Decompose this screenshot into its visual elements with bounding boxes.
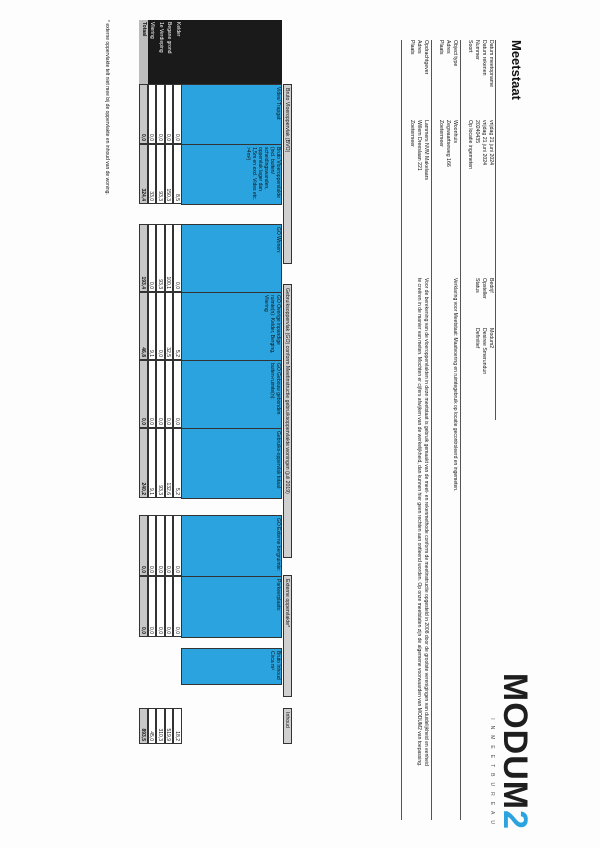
total-row-label: Totaal (139, 20, 148, 84)
object-value: Zoetermeer (438, 120, 444, 147)
logo-wordmark (495, 673, 534, 830)
table-cell: 0,0 (148, 224, 157, 292)
meta-value: vrijdag 21 juni 2024 (488, 120, 494, 165)
volume-header: Inhoud (283, 708, 292, 744)
table-cell: 5,2 (173, 292, 182, 360)
meta-value: Op locatie ingemeten (467, 120, 473, 170)
meta-label: Opsteller (481, 278, 487, 299)
logo-brand-main: MODUM (496, 672, 534, 811)
spacer (182, 499, 282, 516)
table-cell: 32,5 (165, 292, 174, 360)
row-label: Kelder (173, 20, 182, 84)
table-header-row (182, 85, 282, 685)
column-header: Bruto Vloeroppervlakte (incl. buiten/ scheidingswanden, oppervlak lager dan 1,5m en excl. Vides etc. >4m²) (182, 145, 282, 205)
object-value: Zegwaartseweg 166 (445, 120, 451, 167)
meta-value: Definitief (474, 328, 480, 349)
client-value: Zoetermeer (409, 120, 415, 147)
object-label: Object type (452, 40, 458, 67)
table-cell: 100,1 (165, 224, 174, 292)
table-cell: 33,0 (148, 144, 157, 204)
total-cell: 324,4 (139, 144, 148, 204)
total-cell: 193,4 (139, 224, 148, 292)
divider (495, 40, 496, 420)
total-cell: 0,0 (139, 84, 148, 144)
table-cell: 93,3 (156, 144, 165, 204)
table-cell: 0,0 (173, 515, 182, 576)
table-cell: 0,0 (165, 515, 174, 576)
total-cell: 240,2 (139, 428, 148, 498)
table-cell: 0,0 (156, 515, 165, 576)
object-label: Adres (445, 40, 451, 54)
meta-label: Soort (467, 40, 473, 53)
table-cell: 45,0 (148, 708, 157, 744)
object-label: Plaats (438, 40, 444, 55)
rotated-content (90, 20, 534, 830)
footnote: * externe oppervlakte telt niet mee bij de oppervlakte en inhoud van de woning. (104, 20, 110, 195)
object-value: Woonhuis (452, 120, 458, 143)
total-cell: 0,0 (139, 576, 148, 637)
table-cell: 5,2 (173, 428, 182, 498)
divider (431, 40, 432, 820)
table-cell: 0,0 (156, 576, 165, 637)
client-label: Plaats (409, 40, 415, 55)
meta-value: 20240435 (474, 120, 480, 144)
table-cell: 150,3 (165, 144, 174, 204)
table-cell: 0,0 (156, 84, 165, 144)
table-cell: 0,0 (148, 515, 157, 576)
table-cell: 9,1 (148, 292, 157, 360)
client-label: Adres (416, 40, 422, 54)
table-cell: 0,0 (148, 576, 157, 637)
column-header: Gebruiks-oppervlak totaal: (182, 429, 282, 499)
meta-value: vrijdag 21 juni 2024 (481, 120, 487, 165)
table-cell: 0,0 (165, 576, 174, 637)
meta-label: Nummer (474, 40, 480, 60)
row-label: Begane grond (165, 20, 174, 84)
table-cell: 0,0 (173, 576, 182, 637)
table-cell: 0,0 (173, 360, 182, 428)
meta-label: Datum rekenen (481, 40, 487, 76)
table-cell: 93,3 (156, 224, 165, 292)
bvo-header: Bruto Vloeroppervlak (BVO) (283, 84, 292, 264)
row-label: Vliering (148, 20, 157, 84)
column-header: GO Externe bergruimte: (182, 516, 282, 577)
client-value: Lammers NVM Makelaars (423, 120, 429, 180)
table-cell: 0,0 (165, 84, 174, 144)
table-cell: 8,5 (173, 144, 182, 204)
divider (460, 40, 461, 820)
logo-tagline: INMEETBUREAU (489, 718, 495, 830)
meta-label: Datum meetopname (488, 40, 494, 87)
meta-value: Modum2 (488, 328, 494, 349)
table-cell: 0,0 (156, 292, 165, 360)
table-cell: 519,9 (165, 708, 174, 744)
total-cell: 893,5 (139, 708, 148, 744)
column-header: Parkeerplaats: (182, 577, 282, 638)
column-header: Vides/ Trapgat: (182, 85, 282, 145)
client-value: Willem Dreeslaan 221 (416, 120, 422, 171)
table-cell: 0,0 (148, 360, 157, 428)
page-title: Meetstaat (509, 40, 524, 100)
column-header: GO Gebouw gebonden buiten-ruimte(n): (182, 361, 282, 429)
external-header: Externe oppervlakte* (283, 575, 292, 697)
table-cell: 0,0 (173, 84, 182, 144)
table-cell: 9,1 (148, 428, 157, 498)
object-note: Verklaring voor Meetstaat: Maatvoering en ruimtegebruik op locatie gecontroleerd en ingemeten. (452, 278, 458, 492)
measurement-note: Voor de berekening van de vloeroppervlakten in deze meetstaat is gebruik gemaakt van de meet- en rekenmethode conform de meetinstructie opgesteld in 2008 door de grootste verenigingen van duidelijkheid en eenheid te creëren in de manier van meten. Mochten er cijfers afwijken van de werkelijkheid, dan kunnen hier geen rechten aan ontleend worden. Op onze meetstaten zijn de algemene voorwaarden van MODUM2 van toepassing. (416, 278, 429, 767)
column-header: GO Overige inpandige ruimte(n): Kelder, Berging, Vliering (182, 293, 282, 361)
row-label: 1e Verdieping (156, 20, 165, 84)
meta-label: Status (474, 278, 480, 293)
spacer (182, 205, 282, 225)
spacer (182, 638, 282, 649)
table-cell: 0,0 (156, 360, 165, 428)
logo-brand-suffix: 2 (496, 810, 534, 830)
client-label: Opdrachtgever (423, 40, 429, 75)
go-header: Gebruiksoppervlak (GO) conform Meetinstructie gebruiksoppervlakte woningen (juli 2019) (283, 284, 292, 558)
column-header: Bruto Inhoud Circa m³ (182, 649, 282, 685)
measurement-table (181, 84, 282, 685)
total-cell: 0,0 (139, 360, 148, 428)
company-logo (489, 673, 534, 830)
table-cell: 0,0 (148, 84, 157, 144)
total-cell: 46,8 (139, 292, 148, 360)
column-header: GO Wonen: (182, 225, 282, 293)
table-cell: 132,6 (165, 428, 174, 498)
table-cell: 93,3 (156, 428, 165, 498)
meta-label: Bedrijf (488, 278, 494, 293)
row-label-panel (182, 20, 282, 84)
table-cell: 0,0 (173, 224, 182, 292)
meta-value: Desiree Smerundun (481, 328, 487, 375)
divider (401, 40, 402, 820)
table-cell: 18,2 (173, 708, 182, 744)
table-cell: 0,0 (165, 360, 174, 428)
table-cell: 310,3 (156, 708, 165, 744)
total-cell: 0,0 (139, 515, 148, 576)
